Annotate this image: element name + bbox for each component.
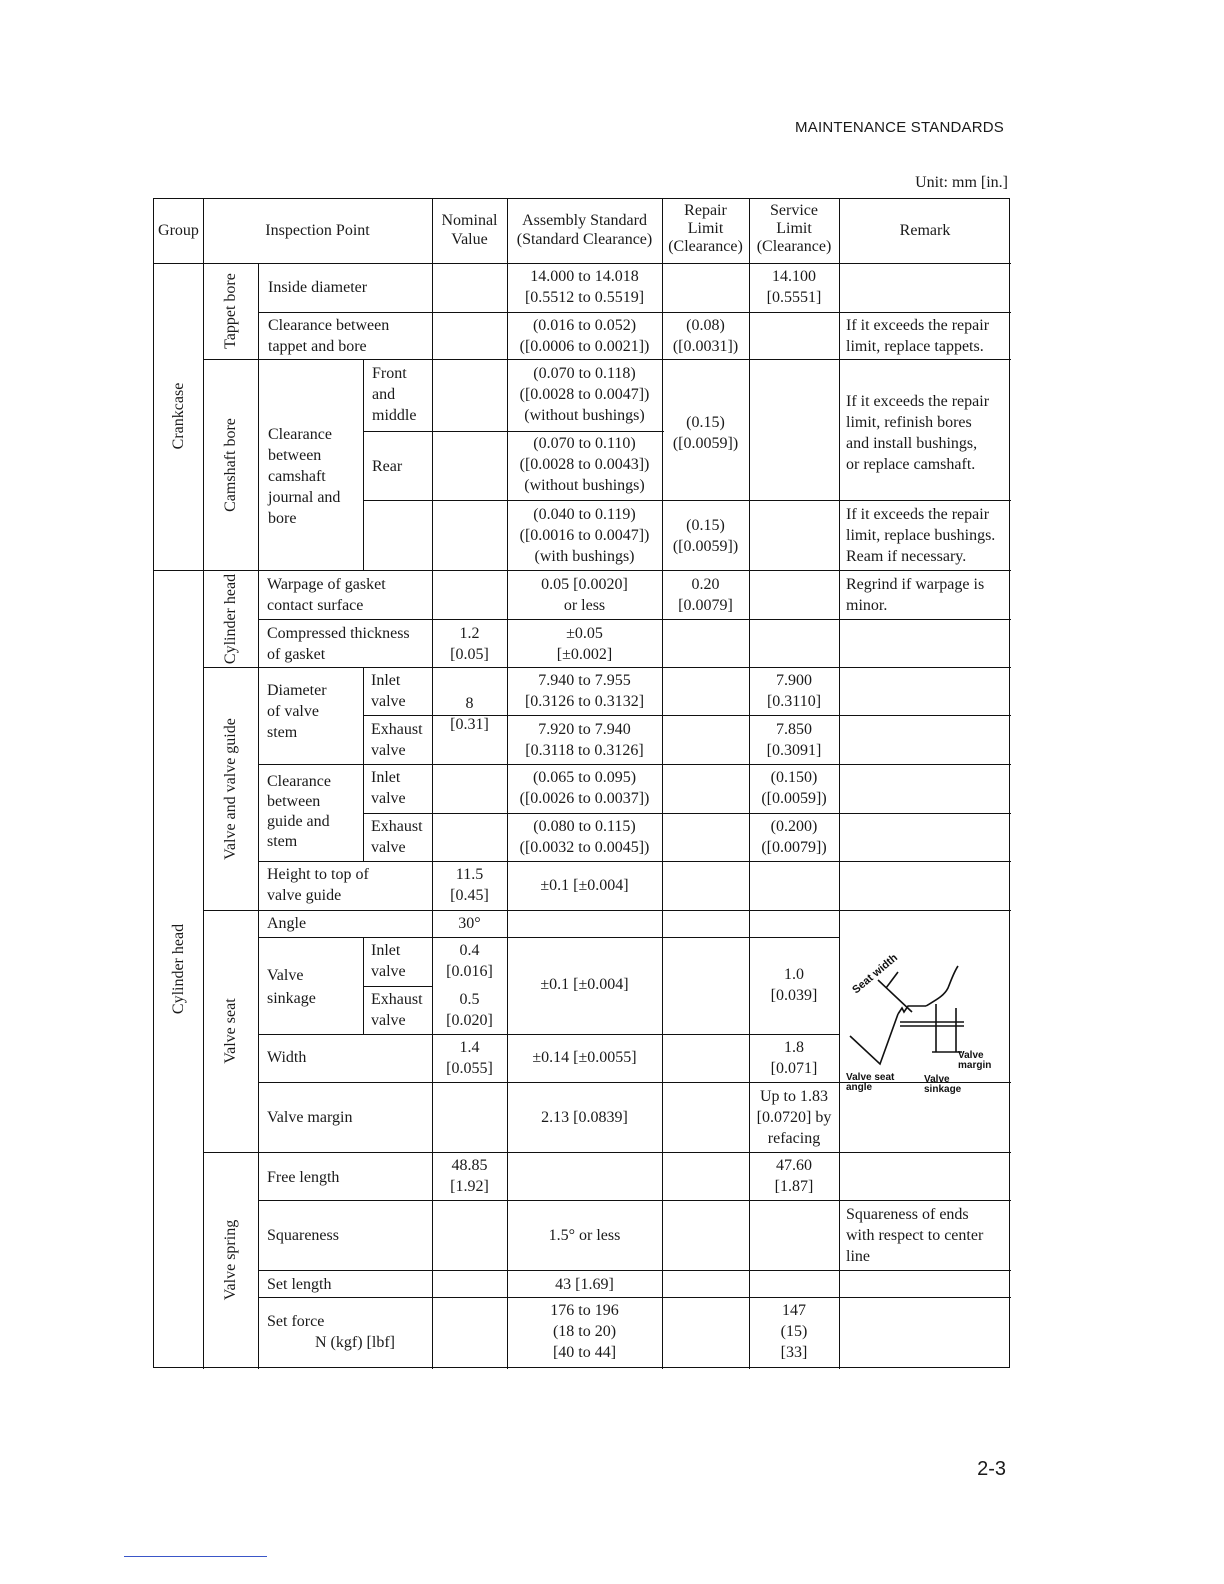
point-gasket-thickness: Compressed thickness of gasket: [267, 625, 410, 663]
point-warpage: Warpage of gasket contact surface: [267, 576, 386, 614]
assembly-set-length: 43 [1.69]: [555, 1276, 614, 1293]
service-free-length: 47.60 [1.87]: [774, 1157, 814, 1195]
assembly-gasket-thickness: ±0.05 [±0.002]: [556, 625, 613, 663]
group-crankcase: Crankcase: [170, 382, 187, 450]
service-width: 1.8 [0.071]: [770, 1039, 818, 1077]
point-stem-diameter: Diameter of valve stem: [267, 682, 327, 741]
rule: [258, 1034, 840, 1035]
group-cylinder-head: Cylinder head: [170, 923, 187, 1015]
remark-camshaft-1: If it exceeds the repair limit, refinish bores and install bushings, or replace camshaft.: [846, 393, 990, 473]
subgroup-cylinder-head: Cylinder head: [222, 573, 239, 665]
repair-camshaft-1: (0.15) ([0.0059]): [672, 414, 739, 452]
rule: [363, 359, 364, 570]
nominal-angle: 30°: [458, 915, 481, 932]
assembly-inlet-stem: 7.940 to 7.955 [0.3126 to 0.3132]: [524, 672, 645, 710]
assembly-tappet-clearance: (0.016 to 0.052) ([0.0006 to 0.0021]): [519, 317, 650, 355]
assembly-valve-margin: 2.13 [0.0839]: [541, 1109, 628, 1126]
label-inlet-valve: Inlet valve: [371, 769, 406, 807]
point-set-length: Set length: [267, 1276, 332, 1293]
repair-warpage: 0.20 [0.0079]: [678, 576, 733, 614]
remark-squareness: Squareness of ends with respect to center line: [846, 1206, 984, 1265]
service-exhaust-stem: 7.850 [0.3091]: [766, 721, 822, 759]
rule: [258, 619, 1011, 620]
point-valve-sinkage: Valve sinkage: [267, 967, 316, 1007]
rule: [258, 263, 259, 1369]
assembly-inside-diameter: 14.000 to 14.018 [0.5512 to 0.5519]: [524, 268, 645, 306]
header-service: Service Limit (Clearance): [756, 202, 832, 255]
header-inspection-point: Inspection Point: [265, 222, 370, 239]
rule: [203, 359, 1011, 360]
assembly-exhaust-guide: (0.080 to 0.115) ([0.0032 to 0.0045]): [519, 818, 650, 856]
point-valve-margin: Valve margin: [267, 1109, 353, 1126]
remark-camshaft-2: If it exceeds the repair limit, replace bushings. Ream if necessary.: [846, 506, 996, 565]
label-exhaust-valve: Exhaust valve: [371, 991, 423, 1029]
subgroup-tappet-bore: Tappet bore: [222, 273, 239, 349]
rule: [203, 199, 204, 1369]
nominal-sinkage-inlet: 0.4 [0.016]: [446, 942, 493, 980]
assembly-guide-height: ±0.1 [±0.004]: [540, 877, 629, 894]
point-angle: Angle: [267, 915, 307, 932]
rule: [258, 1270, 1011, 1271]
rule: [363, 986, 432, 987]
repair-tappet-clearance: (0.08) ([0.0031]): [672, 317, 739, 355]
footer-rule: [124, 1556, 267, 1557]
diagram-label-valve-sinkage: Valve sinkage: [924, 1074, 962, 1095]
diagram-label-valve-margin: Valve margin: [958, 1050, 992, 1071]
service-valve-margin: Up to 1.83 [0.0720] by refacing: [756, 1088, 832, 1147]
service-sinkage: 1.0 [0.039]: [770, 966, 818, 1004]
rule: [258, 1200, 1011, 1201]
nominal-gasket-thickness: 1.2 [0.05]: [450, 625, 489, 663]
rule-header: [154, 263, 1011, 264]
assembly-set-force: 176 to 196 (18 to 20) [40 to 44]: [550, 1302, 619, 1361]
rule: [432, 715, 1011, 716]
assembly-warpage: 0.05 [0.0020] or less: [541, 576, 628, 614]
subgroup-valve-spring: Valve spring: [222, 1219, 239, 1301]
diagram-label-valve-seat-angle: Valve seat angle: [846, 1072, 895, 1093]
point-squareness: Squareness: [267, 1227, 339, 1244]
rule: [363, 431, 664, 432]
page-header-title: MAINTENANCE STANDARDS: [795, 119, 1004, 136]
assembly-width: ±0.14 [±0.0055]: [532, 1049, 637, 1066]
point-guide-height: Height to top of valve guide: [267, 866, 369, 904]
rule: [363, 715, 432, 716]
service-set-force: 147 (15) [33]: [780, 1302, 808, 1361]
valve-seat-diagram: [840, 942, 1008, 1102]
point-tappet-clearance: Clearance between tappet and bore: [268, 317, 390, 355]
rule: [258, 764, 1011, 765]
service-inside-diameter: 14.100 [0.5551]: [766, 268, 822, 306]
service-inlet-stem: 7.900 [0.3110]: [766, 672, 822, 710]
label-rear: Rear: [372, 458, 403, 475]
point-width: Width: [267, 1049, 307, 1066]
nominal-width: 1.4 [0.055]: [446, 1039, 493, 1077]
remark-tappet-clearance: If it exceeds the repair limit, replace tappets.: [846, 317, 990, 355]
rule: [154, 570, 1011, 571]
rule: [203, 910, 1011, 911]
unit-label: Unit: mm [in.]: [915, 174, 1008, 191]
subgroup-camshaft-bore: Camshaft bore: [222, 418, 239, 512]
assembly-squareness: 1.5° or less: [548, 1227, 621, 1244]
nominal-sinkage-exhaust: 0.5 [0.020]: [446, 991, 493, 1029]
nominal-free-length: 48.85 [1.92]: [450, 1157, 489, 1195]
header-remark: Remark: [899, 222, 951, 239]
label-inlet-valve: Inlet valve: [371, 942, 406, 980]
point-set-force: Set force N (kgf) [lbf]: [267, 1313, 395, 1351]
diagram-label-seat-width: Seat width: [850, 951, 901, 997]
service-inlet-guide: (0.150) ([0.0059]): [761, 769, 827, 807]
remark-warpage: Regrind if warpage is minor.: [846, 576, 985, 614]
repair-camshaft-2: (0.15) ([0.0059]): [672, 517, 739, 555]
assembly-rear: (0.070 to 0.110) ([0.0028 to 0.0043]) (without bushings): [519, 435, 650, 494]
rule: [203, 667, 1011, 668]
label-exhaust-valve: Exhaust valve: [371, 721, 423, 759]
rule: [363, 667, 364, 861]
header-nominal: Nominal Value: [441, 212, 498, 248]
nominal-guide-height: 11.5 [0.45]: [450, 866, 489, 904]
rule: [363, 937, 364, 1034]
rule: [839, 199, 840, 1369]
rule: [258, 861, 1011, 862]
assembly-exhaust-stem: 7.920 to 7.940 [0.3118 to 0.3126]: [525, 721, 644, 759]
assembly-inlet-guide: (0.065 to 0.095) ([0.0026 to 0.0037]): [519, 769, 650, 807]
page-number: 2-3: [977, 1458, 1006, 1480]
header-assembly: Assembly Standard (Standard Clearance): [516, 212, 653, 248]
label-inlet-valve: Inlet valve: [371, 672, 406, 710]
subgroup-valve-guide: Valve and valve guide: [222, 718, 239, 860]
header-repair: Repair Limit (Clearance): [668, 202, 743, 255]
assembly-sinkage: ±0.1 [±0.004]: [540, 976, 629, 993]
subgroup-valve-seat: Valve seat: [222, 998, 239, 1064]
point-free-length: Free length: [267, 1169, 340, 1186]
nominal-stem-diameter: 8 [0.31]: [450, 695, 489, 733]
point-guide-clearance: Clearance between guide and stem: [267, 773, 331, 850]
rule: [258, 1297, 1011, 1298]
rule: [363, 813, 1011, 814]
assembly-front-middle: (0.070 to 0.118) ([0.0028 to 0.0047]) (without bushings): [519, 365, 650, 424]
rule: [363, 500, 1011, 501]
point-inside-diameter: Inside diameter: [268, 279, 368, 296]
maintenance-table: [153, 198, 1010, 1368]
rule: [203, 1152, 1011, 1153]
header-group: Group: [158, 222, 199, 239]
label-front-middle: Front and middle: [372, 365, 417, 424]
service-exhaust-guide: (0.200) ([0.0079]): [761, 818, 827, 856]
assembly-with-bushings: (0.040 to 0.119) ([0.0016 to 0.0047]) (with bushings): [519, 506, 650, 565]
rule: [258, 312, 1011, 313]
label-exhaust-valve: Exhaust valve: [371, 818, 423, 856]
rule: [662, 199, 663, 1369]
rule: [258, 937, 840, 938]
point-camshaft-clearance: Clearance between camshaft journal and bore: [268, 426, 341, 527]
